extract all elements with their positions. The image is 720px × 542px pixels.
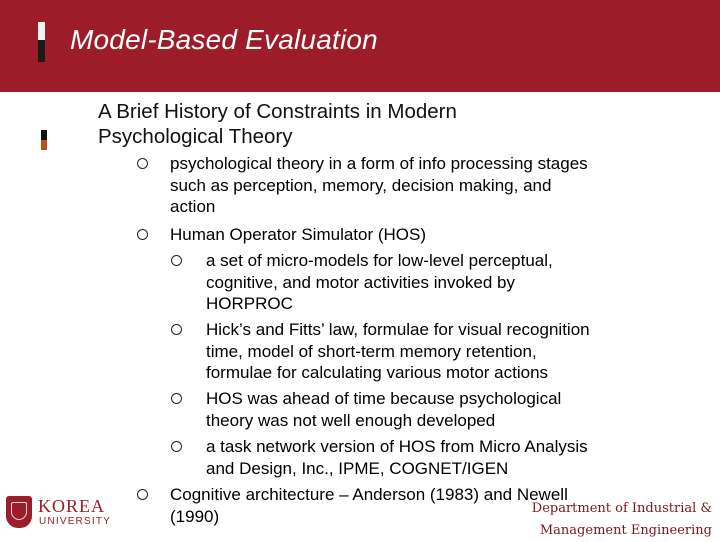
bullet-line: Human Operator Simulator (HOS): [170, 225, 427, 244]
sub-bullet-item: [206, 250, 553, 315]
bullet-item: [170, 224, 426, 246]
sub-bullet-item: [206, 388, 561, 431]
hollow-circle-bullet-icon: [137, 229, 148, 240]
bullet-line: and Design, Inc., IPME, COGNET/IGEN: [206, 458, 509, 478]
header-accent-bar-highlight: [38, 22, 45, 40]
hollow-circle-bullet-icon: [137, 158, 148, 169]
bullet-line: action: [170, 197, 216, 216]
university-logo: [6, 494, 110, 534]
logo-subtitle: UNIVERSITY: [39, 516, 112, 527]
slide-title: Model-Based Evaluation: [70, 24, 378, 55]
bullet-line: Hick’s and Fitts’ law, formulae for visual recognition: [206, 320, 590, 339]
hollow-circle-bullet-icon: [171, 393, 182, 404]
bullet-line: psychological theory in a form of info processing stages: [170, 154, 588, 173]
hollow-circle-bullet-icon: [137, 489, 148, 500]
bullet-item: [170, 153, 588, 218]
bullet-line: cognitive, and motor activities invoked by: [206, 272, 515, 292]
university-crest-icon: [6, 496, 32, 528]
sub-bullet-item: [206, 319, 590, 384]
sub-bullet-item: [206, 436, 588, 479]
bullet-line: HOS was ahead of time because psychological: [206, 389, 562, 408]
department-line-1: Department of Industrial &: [531, 501, 712, 516]
bullet-line: time, model of short-term memory retention,: [206, 341, 537, 361]
bullet-line: a task network version of HOS from Micro Analysis: [206, 437, 588, 456]
slide-heading: [98, 99, 618, 149]
bullet-line: HORPROC: [206, 294, 293, 313]
bullet-line: Cognitive architecture – Anderson (1983) and Newell: [170, 485, 568, 504]
bullet-line: such as perception, memory, decision making, and: [170, 175, 552, 195]
bullet-line: (1990): [170, 506, 220, 526]
department-line-2: Management Engineering: [539, 523, 712, 538]
logo-name: KOREA: [38, 496, 105, 516]
heading-marker: [41, 130, 47, 150]
bullet-item: [170, 484, 568, 527]
hollow-circle-bullet-icon: [171, 441, 182, 452]
slide-header: [0, 0, 720, 92]
hollow-circle-bullet-icon: [171, 255, 182, 266]
heading-line-1: A Brief History of Constraints in Modern: [98, 100, 457, 123]
bullet-line: a set of micro-models for low-level perceptual,: [206, 251, 553, 270]
heading-line-2: Psychological Theory: [98, 125, 293, 148]
bullet-line: theory was not well enough developed: [206, 410, 496, 430]
bullet-line: formulae for calculating various motor actions: [206, 363, 549, 382]
hollow-circle-bullet-icon: [171, 324, 182, 335]
department-label: [532, 498, 712, 542]
